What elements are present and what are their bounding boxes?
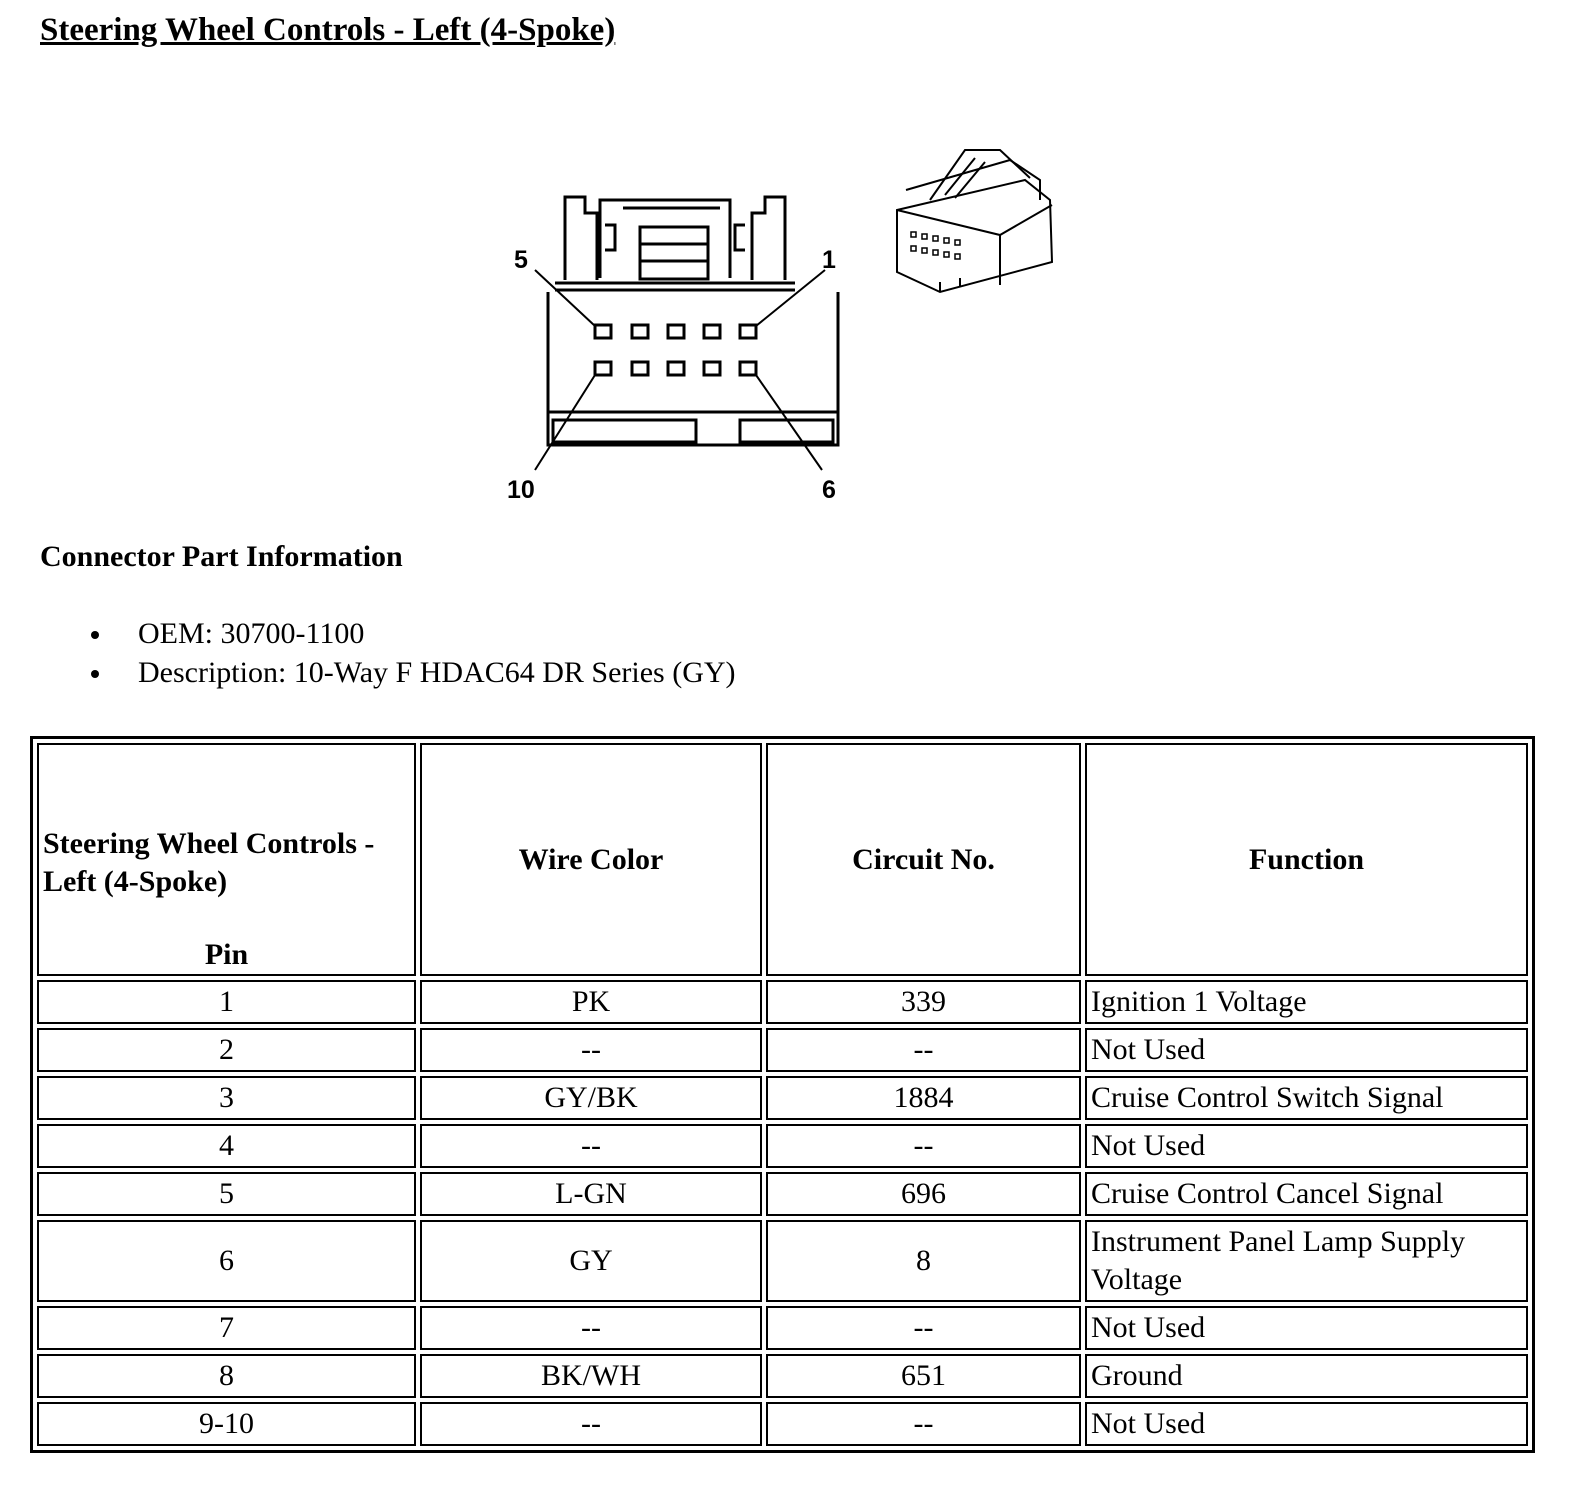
table-row [37,1076,1528,1120]
header-function: Function [1085,743,1528,976]
connector-info-heading: Connector Part Information [40,540,403,573]
function-cell: Not Used [1085,1306,1528,1350]
pin-label-1: 1 [822,246,836,274]
circuit-cell: -- [766,1124,1081,1168]
header-pin-label: Pin [204,938,249,971]
circuit-cell: 339 [766,980,1081,1024]
pin-cell: 1 [37,980,416,1024]
table-row [37,980,1528,1024]
wire-cell: -- [420,1306,762,1350]
pin-cell: 8 [37,1354,416,1398]
pin-label-5: 5 [514,246,528,274]
circuit-cell: 8 [766,1220,1081,1302]
table-row [37,1028,1528,1072]
circuit-cell: 1884 [766,1076,1081,1120]
pin-label-6: 6 [822,476,836,504]
pinout-table [30,736,1535,1453]
header-circuit: Circuit No. [766,743,1081,976]
description-item: Description: 10-Way F HDAC64 DR Series (GY) [40,653,736,692]
connector-diagram [0,0,1584,520]
header-pin-title: Steering Wheel Controls - Left (4-Spoke) [43,827,375,898]
pin-cell: 6 [37,1220,416,1302]
circuit-cell: 651 [766,1354,1081,1398]
function-cell: Ignition 1 Voltage [1085,980,1528,1024]
wire-cell: -- [420,1402,762,1446]
table-row [37,1354,1528,1398]
wire-cell: -- [420,1124,762,1168]
table-header-row [37,743,1528,976]
function-cell: Not Used [1085,1028,1528,1072]
pin-cell: 4 [37,1124,416,1168]
pin-cell: 9-10 [37,1402,416,1446]
oem-item: OEM: 30700-1100 [40,614,736,653]
wire-cell: L-GN [420,1172,762,1216]
function-cell: Instrument Panel Lamp Supply Voltage [1085,1220,1528,1302]
pin-cell: 7 [37,1306,416,1350]
table-row [37,1124,1528,1168]
function-cell: Not Used [1085,1402,1528,1446]
function-cell: Cruise Control Cancel Signal [1085,1172,1528,1216]
function-cell: Cruise Control Switch Signal [1085,1076,1528,1120]
wire-cell: GY [420,1220,762,1302]
pin-cell: 5 [37,1172,416,1216]
page-title: Steering Wheel Controls - Left (4-Spoke) [40,12,616,48]
function-cell: Not Used [1085,1124,1528,1168]
circuit-cell: 696 [766,1172,1081,1216]
pin-cavities [595,325,756,375]
pin-label-10: 10 [507,476,535,504]
circuit-cell: -- [766,1028,1081,1072]
circuit-cell: -- [766,1306,1081,1350]
header-pin [37,743,416,976]
pin-cell: 3 [37,1076,416,1120]
wire-cell: GY/BK [420,1076,762,1120]
connector-3d-view [897,150,1052,292]
header-wire-color: Wire Color [420,743,762,976]
table-row [37,1172,1528,1216]
connector-info-list [40,614,736,692]
table-row [37,1306,1528,1350]
connector-face-view [535,197,838,470]
function-cell: Ground [1085,1354,1528,1398]
wire-cell: BK/WH [420,1354,762,1398]
table-row [37,1220,1528,1302]
wire-cell: -- [420,1028,762,1072]
table-row [37,1402,1528,1446]
wire-cell: PK [420,980,762,1024]
circuit-cell: -- [766,1402,1081,1446]
pin-cell: 2 [37,1028,416,1072]
